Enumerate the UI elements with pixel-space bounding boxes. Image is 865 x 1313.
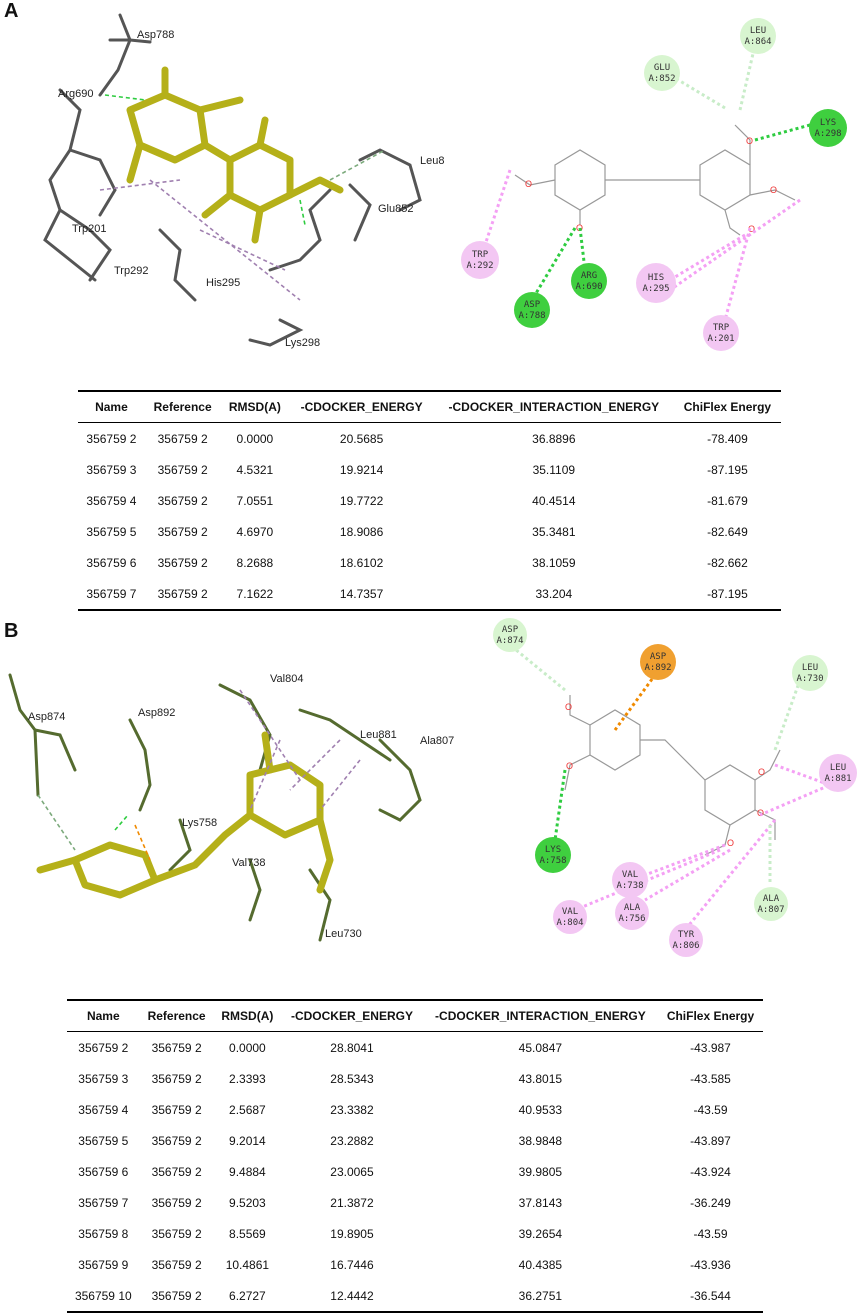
table-cell: 38.1059 bbox=[532, 555, 576, 570]
svg-text:A:807: A:807 bbox=[757, 905, 785, 915]
svg-text:ALA: ALA bbox=[762, 894, 780, 904]
table-cell: 39.9805 bbox=[518, 1164, 563, 1179]
table-cell: -81.679 bbox=[707, 493, 748, 508]
table-cell: 356759 2 bbox=[78, 1040, 129, 1055]
table-cell: 356759 6 bbox=[78, 1164, 129, 1179]
panel-letter-b: B bbox=[4, 620, 19, 642]
table-row bbox=[67, 1032, 763, 1064]
residue-nodes-b bbox=[493, 618, 857, 957]
column-header: Reference bbox=[145, 391, 220, 423]
table-cell: 4.5321 bbox=[236, 462, 274, 477]
table-row bbox=[78, 454, 781, 485]
table-cell: 35.3481 bbox=[532, 524, 576, 539]
docking-results-table-b bbox=[67, 999, 763, 1313]
svg-text:LYS: LYS bbox=[819, 118, 837, 128]
table-cell: 18.6102 bbox=[339, 555, 384, 570]
column-header: Name bbox=[67, 1000, 140, 1032]
table-cell: 356759 9 bbox=[78, 1257, 129, 1272]
oxygen-atom-label: O bbox=[576, 223, 584, 233]
table-cell: 356759 7 bbox=[86, 586, 137, 601]
residue-node bbox=[571, 263, 607, 299]
svg-text:A:758: A:758 bbox=[539, 856, 567, 866]
table-cell: 9.5203 bbox=[229, 1195, 266, 1210]
table-cell: 356759 2 bbox=[157, 586, 208, 601]
table-cell: 356759 2 bbox=[157, 431, 208, 446]
table-cell: -36.249 bbox=[690, 1195, 731, 1210]
table-cell: 356759 2 bbox=[151, 1164, 202, 1179]
label-3d: Ala807 bbox=[420, 735, 455, 747]
svg-text:A:892: A:892 bbox=[644, 663, 672, 673]
oxygen-atom-label: O bbox=[758, 767, 766, 777]
table-cell: 356759 2 bbox=[151, 1133, 202, 1148]
table-cell: 356759 3 bbox=[78, 1071, 129, 1086]
table-cell: 7.1622 bbox=[236, 586, 274, 601]
residue-node bbox=[703, 315, 739, 351]
column-header: -CDOCKER_ENERGY bbox=[281, 1000, 423, 1032]
residue-node bbox=[792, 655, 828, 691]
label-3d: His295 bbox=[206, 277, 241, 289]
svg-text:A:881: A:881 bbox=[824, 774, 852, 784]
table-cell: -87.195 bbox=[707, 462, 748, 477]
table-cell: 356759 5 bbox=[86, 524, 137, 539]
oxygen-atom-label: O bbox=[748, 224, 756, 234]
residue-node bbox=[514, 292, 550, 328]
table-row bbox=[67, 1125, 763, 1156]
table-cell: 0.0000 bbox=[229, 1040, 266, 1055]
svg-text:ARG: ARG bbox=[580, 271, 598, 281]
table-cell: 23.2882 bbox=[330, 1133, 374, 1148]
oxygen-atom-label: O bbox=[525, 179, 533, 189]
table-cell: 20.5685 bbox=[339, 431, 384, 446]
table-cell: 19.8905 bbox=[330, 1226, 374, 1241]
table-cell: 23.3382 bbox=[330, 1102, 374, 1117]
table-row bbox=[67, 1249, 763, 1280]
table-cell: 356759 2 bbox=[157, 555, 208, 570]
table-cell: 356759 10 bbox=[74, 1288, 132, 1303]
oxygen-atom-label: O bbox=[770, 185, 778, 195]
table-cell: 40.4385 bbox=[518, 1257, 563, 1272]
table-cell: 33.204 bbox=[535, 586, 573, 601]
table-cell: 356759 2 bbox=[151, 1040, 202, 1055]
table-cell: 9.4884 bbox=[229, 1164, 266, 1179]
svg-text:A:292: A:292 bbox=[466, 261, 494, 271]
residue-node bbox=[612, 862, 648, 898]
table-row bbox=[78, 423, 781, 455]
panel-b-2d-interaction-diagram bbox=[430, 620, 865, 980]
table-cell: 40.9533 bbox=[518, 1102, 563, 1117]
table-cell: 2.3393 bbox=[229, 1071, 266, 1086]
residue-node bbox=[819, 754, 857, 792]
label-3d: Lys758 bbox=[182, 817, 218, 829]
oxygen-atom-label: O bbox=[757, 808, 765, 818]
table-cell: 356759 2 bbox=[151, 1226, 202, 1241]
label-3d: Asp788 bbox=[137, 29, 175, 41]
oxygen-atom-label: O bbox=[565, 702, 573, 712]
table-cell: 0.0000 bbox=[236, 431, 274, 446]
label-3d: Val804 bbox=[270, 673, 304, 685]
svg-text:LEU: LEU bbox=[829, 763, 847, 773]
svg-text:TRP: TRP bbox=[471, 250, 489, 260]
table-cell: 356759 7 bbox=[78, 1195, 129, 1210]
table-cell: 356759 2 bbox=[151, 1102, 202, 1117]
atom-markers-a bbox=[525, 136, 777, 234]
oxygen-atom-label: O bbox=[727, 838, 735, 848]
panel-b-3d-docking-view bbox=[0, 620, 455, 980]
panel-letter-a: A bbox=[4, 0, 19, 22]
table-cell: 18.9086 bbox=[339, 524, 384, 539]
table-cell: 356759 4 bbox=[86, 493, 137, 508]
table-cell: -78.409 bbox=[707, 431, 748, 446]
column-header: RMSD(A) bbox=[220, 391, 289, 423]
residue-node bbox=[754, 887, 788, 921]
ligand-skeleton-b bbox=[565, 695, 780, 855]
table-cell: -43.897 bbox=[690, 1133, 731, 1148]
svg-text:A:874: A:874 bbox=[496, 636, 524, 646]
svg-text:A:756: A:756 bbox=[618, 914, 646, 924]
svg-text:A:295: A:295 bbox=[642, 284, 670, 294]
table-cell: 28.8041 bbox=[330, 1040, 374, 1055]
table-cell: 356759 2 bbox=[151, 1195, 202, 1210]
table-cell: -43.59 bbox=[693, 1102, 728, 1117]
svg-text:ALA: ALA bbox=[623, 903, 641, 913]
label-3d: Trp292 bbox=[114, 265, 149, 277]
table-cell: 19.7722 bbox=[339, 493, 384, 508]
table-cell: 19.9214 bbox=[339, 462, 384, 477]
svg-text:TRP: TRP bbox=[712, 323, 730, 333]
residue-labels-3d-b bbox=[28, 673, 454, 940]
table-row bbox=[78, 578, 781, 610]
table-cell: 36.8896 bbox=[532, 431, 576, 446]
svg-text:A:804: A:804 bbox=[556, 918, 584, 928]
residue-node bbox=[615, 896, 649, 930]
residue-node bbox=[644, 55, 680, 91]
residue-nodes-a bbox=[461, 18, 847, 351]
interaction-lines-b bbox=[38, 690, 360, 860]
label-3d: Val738 bbox=[232, 857, 266, 869]
table-cell: 16.7446 bbox=[330, 1257, 374, 1272]
svg-text:LYS: LYS bbox=[544, 845, 562, 855]
table-cell: 10.4861 bbox=[225, 1257, 270, 1272]
table-cell: 39.2654 bbox=[518, 1226, 563, 1241]
table-cell: 356759 3 bbox=[86, 462, 137, 477]
docking-results-table-a bbox=[78, 390, 781, 611]
residue-node bbox=[461, 241, 499, 279]
label-3d: Leu730 bbox=[325, 928, 362, 940]
column-header: -CDOCKER_ENERGY bbox=[289, 391, 433, 423]
residue-node bbox=[809, 109, 847, 147]
svg-text:A:298: A:298 bbox=[814, 129, 842, 139]
column-header: -CDOCKER_INTERACTION_ENERGY bbox=[434, 391, 674, 423]
column-header: ChiFlex Energy bbox=[674, 391, 781, 423]
protein-sticks-b bbox=[10, 675, 420, 940]
table-row bbox=[78, 547, 781, 578]
residue-node bbox=[636, 263, 676, 303]
table-cell: 356759 6 bbox=[86, 555, 137, 570]
svg-text:A:201: A:201 bbox=[707, 334, 735, 344]
table-row bbox=[67, 1063, 763, 1094]
svg-text:A:690: A:690 bbox=[575, 282, 603, 292]
table-row bbox=[67, 1218, 763, 1249]
table-cell: 4.6970 bbox=[236, 524, 274, 539]
table-row bbox=[67, 1156, 763, 1187]
svg-text:ASP: ASP bbox=[649, 652, 667, 662]
label-3d: Leu881 bbox=[360, 729, 397, 741]
table-row bbox=[78, 485, 781, 516]
column-header: Name bbox=[78, 391, 145, 423]
svg-text:TYR: TYR bbox=[677, 930, 695, 940]
residue-node bbox=[640, 644, 676, 680]
table-cell: 37.8143 bbox=[518, 1195, 563, 1210]
table-cell: -82.662 bbox=[707, 555, 748, 570]
table-cell: 14.7357 bbox=[339, 586, 384, 601]
table-cell: 6.2727 bbox=[229, 1288, 266, 1303]
label-3d: Glu852 bbox=[378, 203, 414, 215]
svg-text:GLU: GLU bbox=[653, 63, 671, 73]
label-3d: Trp201 bbox=[72, 223, 107, 235]
svg-text:ASP: ASP bbox=[501, 625, 519, 635]
table-cell: 23.0065 bbox=[330, 1164, 374, 1179]
residue-node bbox=[740, 18, 776, 54]
table-row bbox=[67, 1187, 763, 1218]
label-3d: Asp892 bbox=[138, 707, 176, 719]
table-cell: 356759 2 bbox=[157, 493, 208, 508]
table-cell: -36.544 bbox=[690, 1288, 731, 1303]
table-cell: -43.987 bbox=[690, 1040, 731, 1055]
panel-a-3d-docking-view bbox=[0, 0, 445, 370]
panel-a-2d-interaction-diagram bbox=[430, 0, 865, 370]
interaction-lines-2d-b bbox=[510, 645, 830, 930]
table-cell: 8.5569 bbox=[229, 1226, 266, 1241]
table-cell: 356759 2 bbox=[157, 524, 208, 539]
table-cell: 356759 2 bbox=[157, 462, 208, 477]
svg-text:ASP: ASP bbox=[523, 300, 541, 310]
table-cell: 21.3872 bbox=[330, 1195, 374, 1210]
table-cell: 9.2014 bbox=[229, 1133, 266, 1148]
table-cell: 36.2751 bbox=[518, 1288, 563, 1303]
column-header: Reference bbox=[140, 1000, 214, 1032]
column-header: -CDOCKER_INTERACTION_ENERGY bbox=[423, 1000, 658, 1032]
table-cell: 356759 2 bbox=[151, 1257, 202, 1272]
atom-markers-b bbox=[565, 702, 765, 848]
ligand-sticks-a bbox=[130, 70, 340, 240]
table-cell: 40.4514 bbox=[532, 493, 576, 508]
table-cell: 45.0847 bbox=[518, 1040, 563, 1055]
oxygen-atom-label: O bbox=[566, 761, 574, 771]
table-cell: 356759 8 bbox=[78, 1226, 129, 1241]
svg-text:LEU: LEU bbox=[749, 26, 767, 36]
table-cell: -43.924 bbox=[690, 1164, 731, 1179]
svg-text:A:864: A:864 bbox=[744, 37, 772, 47]
table-cell: 43.8015 bbox=[518, 1071, 563, 1086]
column-header: RMSD(A) bbox=[214, 1000, 282, 1032]
column-header: ChiFlex Energy bbox=[658, 1000, 763, 1032]
table-cell: 12.4442 bbox=[330, 1288, 374, 1303]
label-3d: Lys298 bbox=[285, 337, 321, 349]
table-cell: -43.585 bbox=[690, 1071, 731, 1086]
label-3d: Arg690 bbox=[58, 88, 94, 100]
svg-text:A:788: A:788 bbox=[518, 311, 546, 321]
residue-node bbox=[669, 923, 703, 957]
table-cell: 356759 5 bbox=[78, 1133, 129, 1148]
table-cell: -43.936 bbox=[690, 1257, 731, 1272]
table-row bbox=[67, 1094, 763, 1125]
svg-text:A:806: A:806 bbox=[672, 941, 700, 951]
residue-node bbox=[535, 837, 571, 873]
table-cell: 35.1109 bbox=[532, 462, 576, 477]
table-row bbox=[78, 516, 781, 547]
svg-text:VAL: VAL bbox=[561, 907, 579, 917]
table-cell: 356759 2 bbox=[86, 431, 137, 446]
table-cell: 356759 4 bbox=[78, 1102, 129, 1117]
svg-text:LEU: LEU bbox=[801, 663, 819, 673]
table-cell: -82.649 bbox=[707, 524, 748, 539]
table-header-row bbox=[78, 391, 781, 423]
svg-text:A:730: A:730 bbox=[796, 674, 824, 684]
table-cell: 356759 2 bbox=[151, 1071, 202, 1086]
residue-node bbox=[493, 618, 527, 652]
residue-node bbox=[553, 900, 587, 934]
svg-text:HIS: HIS bbox=[647, 273, 665, 283]
label-3d: Leu8 bbox=[420, 155, 445, 167]
table-header-row bbox=[67, 1000, 763, 1032]
oxygen-atom-label: O bbox=[746, 136, 754, 146]
table-cell: -87.195 bbox=[707, 586, 748, 601]
table-cell: 8.2688 bbox=[236, 555, 274, 570]
svg-text:VAL: VAL bbox=[621, 870, 639, 880]
table-cell: 7.0551 bbox=[236, 493, 274, 508]
table-cell: -43.59 bbox=[693, 1226, 728, 1241]
svg-text:A:738: A:738 bbox=[616, 881, 644, 891]
label-3d: Asp874 bbox=[28, 711, 66, 723]
ligand-sticks-b bbox=[40, 735, 330, 895]
table-row bbox=[67, 1280, 763, 1312]
table-cell: 28.5343 bbox=[330, 1071, 374, 1086]
table-cell: 2.5687 bbox=[229, 1102, 266, 1117]
table-cell: 356759 2 bbox=[151, 1288, 202, 1303]
table-cell: 38.9848 bbox=[518, 1133, 563, 1148]
svg-text:A:852: A:852 bbox=[648, 74, 676, 84]
